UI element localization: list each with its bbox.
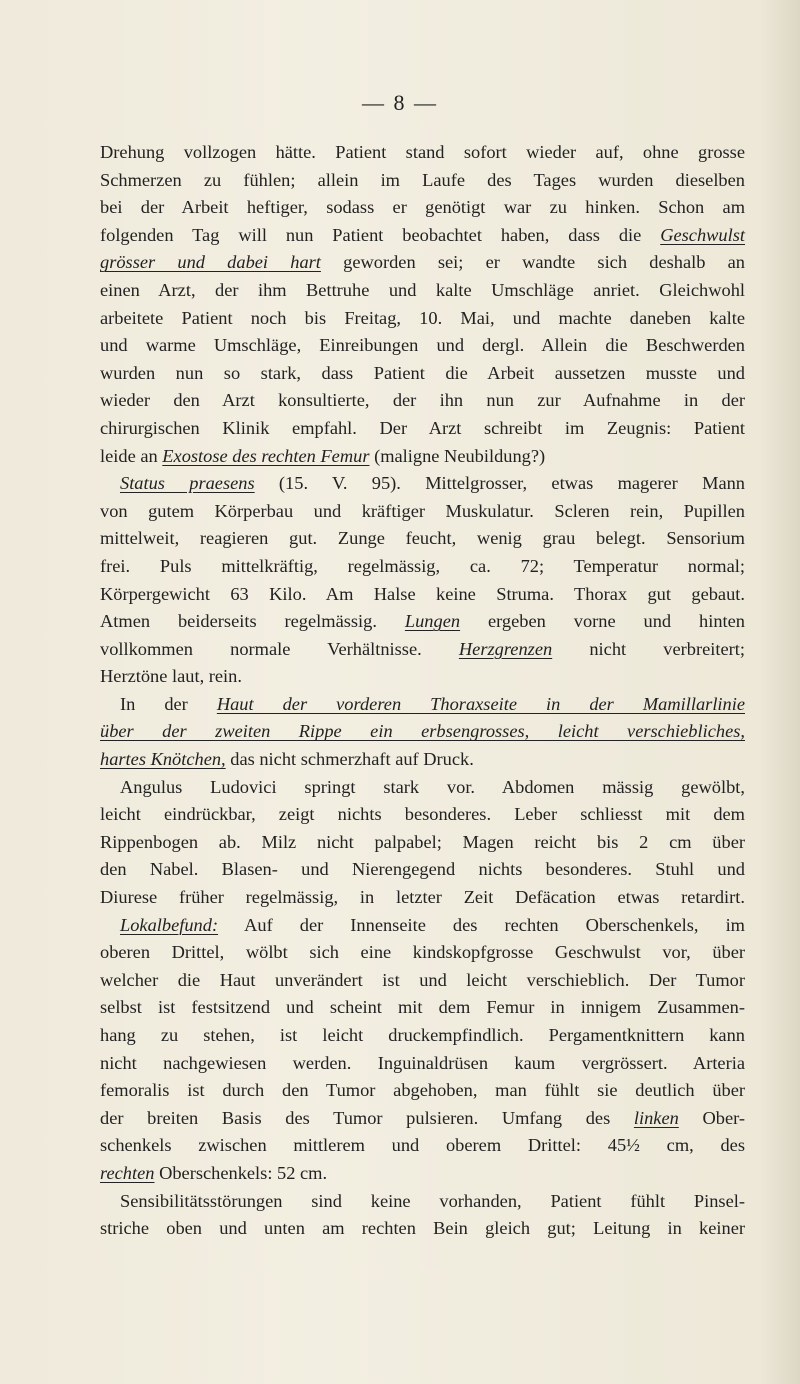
text-run: der breiten Basis des Tumor pulsieren. Umfang des <box>100 1107 634 1128</box>
emphasized-text: über der zweiten Rippe ein erbsengrosses, leicht verschiebliches, <box>100 721 745 742</box>
text-line <box>100 636 745 664</box>
text-run: Ober- <box>678 1107 745 1128</box>
text-line <box>100 498 745 526</box>
text-line <box>100 194 745 222</box>
text-line <box>100 691 745 719</box>
text-run: leide an <box>100 445 163 466</box>
text-run: selbst ist festsitzend und scheint mit dem Femur in innigem Zusammen- <box>100 997 745 1018</box>
text-run: hang zu stehen, ist leicht druckempfindlich. Pergamentknittern kann <box>100 1025 745 1045</box>
text-run: In der <box>120 693 217 714</box>
text-line <box>100 553 745 581</box>
text-run: Drehung vollzogen hätte. Patient stand sofort wieder auf, ohne grosse <box>100 142 745 162</box>
text-run: Atmen beiderseits regelmässig. <box>100 611 405 632</box>
text-run: vollkommen normale Verhältnisse. <box>100 638 459 659</box>
text-run: (15. V. 95). Mittelgrosser, etwas magerer Mann <box>254 473 745 494</box>
text-line <box>100 994 745 1022</box>
text-line <box>100 1105 745 1133</box>
text-run: oberen Drittel, wölbt sich eine kindskopfgrosse Geschwulst vor, über <box>100 942 745 963</box>
text-line <box>100 1077 745 1105</box>
text-line <box>100 581 745 609</box>
text-line <box>100 856 745 884</box>
text-line <box>100 415 745 443</box>
text-run: striche oben und unten am rechten Bein gleich gut; Leitung in keiner <box>100 1218 745 1239</box>
text-line <box>100 746 745 774</box>
text-run: einen Arzt, der ihm Bettruhe und kalte Umschläge anriet. Gleichwohl <box>100 279 745 300</box>
text-run: folgenden Tag will nun Patient beobachtet haben, dass die <box>100 224 661 245</box>
text-run: wurden nun so stark, dass Patient die Arbeit aussetzen musste und <box>100 362 745 383</box>
emphasized-text: Exostose des rechten Femur <box>162 445 370 466</box>
emphasized-text: rechten <box>100 1162 155 1183</box>
text-run: geworden sei; er wandte sich deshalb an <box>320 252 745 273</box>
text-run: Rippenbogen ab. Milz nicht palpabel; Magen reicht bis 2 cm über <box>100 831 745 852</box>
text-run: Schmerzen zu fühlen; allein im Laufe des Tages wurden dieselben <box>100 169 745 190</box>
text-line <box>100 360 745 388</box>
text-line <box>100 277 745 305</box>
text-run: schenkels zwischen mittlerem und oberem Drittel: 45½ cm, des <box>100 1135 745 1156</box>
text-run: Oberschenkels: 52 cm. <box>154 1162 328 1183</box>
text-line <box>100 663 745 691</box>
text-line <box>100 1022 745 1050</box>
text-run: nicht verbreitert; <box>552 638 745 659</box>
text-line <box>100 525 745 553</box>
text-line <box>100 249 745 277</box>
emphasized-text: Herzgrenzen <box>458 638 553 659</box>
emphasized-text: linken <box>633 1107 679 1128</box>
text-line <box>100 1215 745 1243</box>
text-line <box>100 167 745 195</box>
text-run: femoralis ist durch den Tumor abgehoben, man fühlt sie deutlich über <box>100 1080 745 1101</box>
text-line <box>100 801 745 829</box>
text-run: chirurgischen Klinik empfahl. Der Arzt schreibt im Zeugnis: Patient <box>100 417 745 438</box>
emphasized-text: Geschwulst <box>660 224 745 245</box>
text-line <box>100 829 745 857</box>
emphasized-text: grösser und dabei hart <box>100 252 321 273</box>
body-text <box>100 139 745 1243</box>
text-run: ergeben vorne und hinten <box>460 611 745 632</box>
text-run: bei der Arbeit heftiger, sodass er genötigt war zu hinken. Schon am <box>100 197 745 218</box>
text-line <box>100 305 745 333</box>
text-line <box>100 470 745 498</box>
text-line <box>100 884 745 912</box>
text-run: (maligne Neubildung?) <box>369 445 546 466</box>
text-run: Herztöne laut, rein. <box>100 666 242 687</box>
page-number: — 8 — <box>362 90 438 115</box>
text-line <box>100 774 745 802</box>
text-run: nicht nachgewiesen werden. Inguinaldrüsen kaum vergrössert. Arteria <box>100 1052 745 1073</box>
text-run: frei. Puls mittelkräftig, regelmässig, ca. 72; Temperatur normal; <box>100 555 745 576</box>
text-line <box>100 1050 745 1078</box>
text-line <box>100 1188 745 1216</box>
emphasized-text: Lokalbefund: <box>120 914 219 935</box>
text-run: von gutem Körperbau und kräftiger Muskulatur. Scleren rein, Pupillen <box>100 500 745 521</box>
text-line <box>100 139 745 167</box>
text-run: Körpergewicht 63 Kilo. Am Halse keine Struma. Thorax gut gebaut. <box>100 583 745 604</box>
text-line <box>100 912 745 940</box>
emphasized-text: hartes Knötchen, <box>100 749 226 770</box>
text-line <box>100 222 745 250</box>
text-run: den Nabel. Blasen- und Nierengegend nichts besonderes. Stuhl und <box>100 859 745 880</box>
text-line <box>100 608 745 636</box>
text-line <box>100 939 745 967</box>
text-run: welcher die Haut unverändert ist und leicht verschieblich. Der Tumor <box>100 969 745 990</box>
text-run: das nicht schmerzhaft auf Druck. <box>225 749 474 770</box>
text-line <box>100 387 745 415</box>
text-run: arbeitete Patient noch bis Freitag, 10. Mai, und machte daneben kalte <box>100 307 745 328</box>
text-run: und warme Umschläge, Einreibungen und dergl. Allein die Beschwerden <box>100 335 745 356</box>
text-run: wieder den Arzt konsultierte, der ihn nun zur Aufnahme in der <box>100 390 745 411</box>
text-line <box>100 967 745 995</box>
emphasized-text: Lungen <box>404 611 461 632</box>
text-line <box>100 1132 745 1160</box>
text-line <box>100 1160 745 1188</box>
text-run: Sensibilitätsstörungen sind keine vorhanden, Patient fühlt Pinsel- <box>120 1190 745 1211</box>
text-run: mittelweit, reagieren gut. Zunge feucht, wenig grau belegt. Sensorium <box>100 528 745 549</box>
text-run: Diurese früher regelmässig, in letzter Zeit Defäcation etwas retardirt. <box>100 887 745 908</box>
text-run: leicht eindrückbar, zeigt nichts besonderes. Leber schliesst mit dem <box>100 804 745 825</box>
text-run: Angulus Ludovici springt stark vor. Abdomen mässig gewölbt, <box>120 776 745 797</box>
text-run: Auf der Innenseite des rechten Oberschenkels, im <box>218 914 745 935</box>
text-line <box>100 718 745 746</box>
emphasized-text: Haut der vorderen Thoraxseite in der Mamillarlinie <box>216 693 745 714</box>
emphasized-text: Status praesens <box>120 473 255 494</box>
text-line <box>100 332 745 360</box>
text-line <box>100 443 745 471</box>
